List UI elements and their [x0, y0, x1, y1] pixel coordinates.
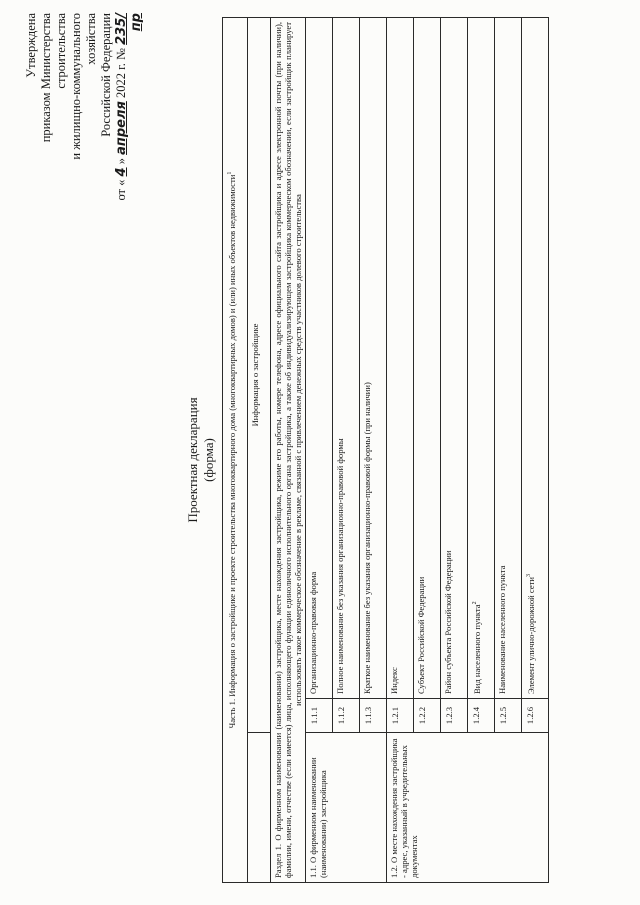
row-text: Полное наименование без указания организационно-правовой формы: [335, 438, 345, 694]
document-title: [185, 315, 217, 605]
row-text: Индекс: [389, 667, 399, 694]
row-text: Организационно-правовая форма: [308, 571, 318, 694]
row-text-cell: [360, 18, 387, 699]
date-prefix: от «: [114, 179, 128, 201]
row-number: 1.2.2: [414, 699, 441, 733]
group-label: 1.1. О фирменном наименовании (наименовании) застройщика: [308, 757, 328, 878]
row-number: 1.1.1: [306, 699, 333, 733]
declaration-table: [222, 17, 549, 883]
part-footnote: 1: [227, 171, 233, 175]
approval-line: Российской Федерации: [99, 13, 113, 137]
row-number: 1.2.5: [495, 699, 522, 733]
row-text-cell: [441, 18, 468, 699]
order-number-handwritten: 235/пр: [114, 13, 144, 45]
date-mid: »: [114, 158, 128, 165]
date-year: 2022 г. №: [114, 48, 128, 99]
date-month-handwritten: апреля: [114, 101, 129, 155]
row-text-cell: [414, 18, 441, 699]
row-number: 1.1.2: [333, 699, 360, 733]
row-text: Вид населенного пункта: [471, 604, 482, 694]
row-text-cell: [522, 18, 549, 699]
row-text: Краткое наименование без указания организационно-правовой формы (при наличии): [362, 382, 372, 694]
info-heading-blank: [248, 733, 271, 883]
group-label-cell: [306, 733, 387, 883]
row-number: 1.2.6: [522, 699, 549, 733]
row-text-cell: [333, 18, 360, 699]
table-row: [387, 18, 414, 883]
row-text-cell: [306, 18, 333, 699]
row-text-cell: [387, 18, 414, 699]
table-row: [306, 18, 333, 883]
row-number: 1.2.4: [468, 699, 495, 733]
info-heading-row: [248, 18, 271, 883]
part-heading-cell: [223, 18, 248, 883]
row-number: 1.2.1: [387, 699, 414, 733]
row-number: 1.2.3: [441, 699, 468, 733]
row-number: 1.1.3: [360, 699, 387, 733]
row-text-cell: [495, 18, 522, 699]
approval-line: приказом Министерства строительства: [39, 13, 68, 143]
row-footnote: 3: [526, 573, 532, 577]
approval-line: Утверждена: [24, 13, 38, 78]
title-sub: (форма): [201, 438, 216, 482]
title-main: Проектная декларация: [185, 397, 200, 523]
date-day-handwritten: 4: [114, 167, 129, 177]
row-text: Район субъекта Российской Федерации: [443, 550, 453, 694]
info-heading-cell: [248, 18, 271, 733]
row-text: Элемент улично-дорожной сети: [525, 576, 536, 694]
row-text: Субъект Российской Федерации: [416, 576, 426, 694]
group-label-cell: [387, 733, 549, 883]
section-heading: Раздел 1. О фирменном наименовании (наименовании) застройщика, месте нахождения застройщика, режиме его работы, номере телефона, адресе официального сайта застройщика и адресе электронной почты (при наличии), фамилии, имени, отчестве (если имеется) лица, исполняющего функции единоличного исполнительного органа застройщика, а также об индивидуализирующем застройщика коммерческом обозначении, если застройщик планирует использовать такое коммерческое обозначение в рекламе, связанной с привлечением денежных средств участников долевого строительства: [273, 22, 303, 878]
section-heading-cell: [271, 18, 306, 883]
approval-line: и жилищно-коммунального хозяйства: [69, 13, 98, 160]
approval-stamp: [24, 13, 144, 213]
part-heading-row: [223, 18, 248, 883]
row-text: Наименование населенного пункта: [497, 565, 507, 694]
group-label: 1.2. О месте нахождения застройщика - адрес, указанный в учредительных документах: [389, 738, 419, 878]
row-text-cell: [468, 18, 495, 699]
section-heading-row: [271, 18, 306, 883]
row-footnote: 2: [472, 601, 478, 605]
approval-date-line: [114, 13, 144, 213]
part-heading: Часть 1. Информация о застройщике и проекте строительства многоквартирного дома (многоквартирных домов) и (или) иных объектов недвижимости: [226, 174, 237, 729]
info-heading: Информация о застройщике: [250, 323, 260, 427]
